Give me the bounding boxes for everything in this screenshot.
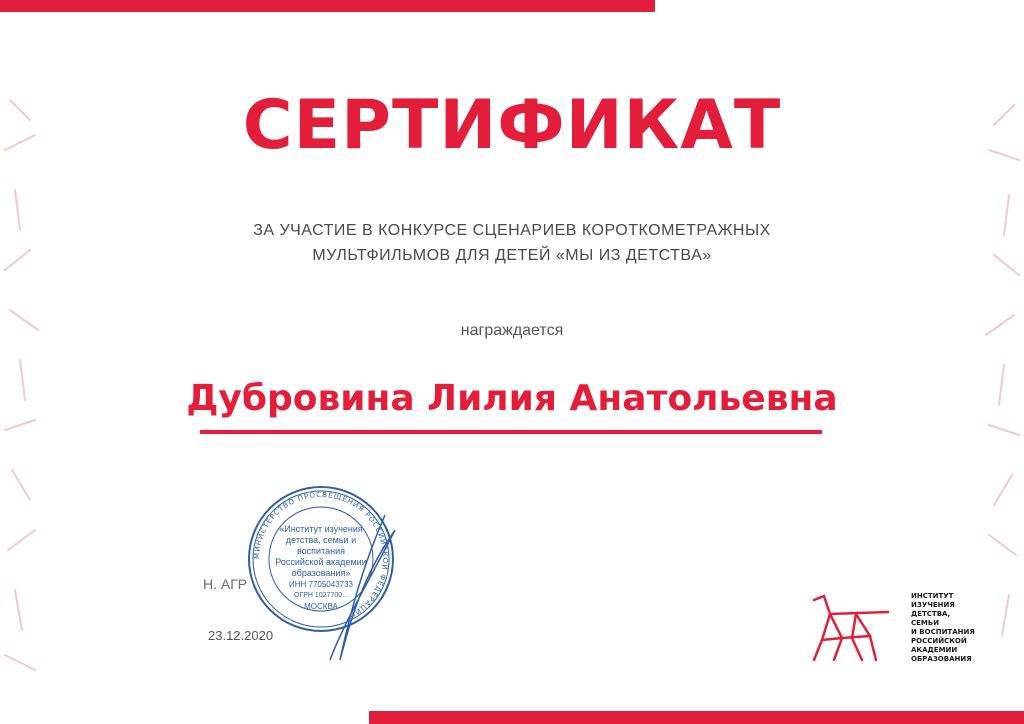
institute-name: ИНСТИТУТ ИЗУЧЕНИЯ ДЕТСТВА, СЕМЬИ И ВОСПИТАНИЯ РОССИЙСКОЙ АКАДЕМИИ ОБРАЗОВАНИЯ	[911, 592, 975, 663]
subtitle-line-1: ЗА УЧАСТИЕ В КОНКУРСЕ СЦЕНАРИЕВ КОРОТКОМЕТРАЖНЫХ	[253, 222, 771, 239]
seal-center-text: «Институт изучения детства, семьи и воспитания Российской академии образования» ИНН 7705043733 ОГРН 1027700... МОСКВА	[275, 524, 367, 611]
institute-logo	[812, 590, 892, 662]
issue-date: 23.12.2020	[208, 628, 274, 643]
recipient-underline	[200, 430, 822, 434]
bottom-accent-bar	[369, 711, 1024, 724]
handwritten-signature	[300, 510, 410, 670]
recipient-name: Дубровина Лилия Анатольевна	[186, 378, 838, 419]
awarded-label: награждается	[460, 322, 564, 339]
signer-name: Н. АГР	[203, 576, 248, 592]
certificate-title: СЕРТИФИКАТ	[242, 86, 782, 165]
subtitle-line-2: МУЛЬТФИЛЬМОВ ДЛЯ ДЕТЕЙ «МЫ ИЗ ДЕТСТВА»	[312, 247, 712, 264]
top-accent-bar	[0, 0, 655, 12]
seal-ring-text: МИНИСТЕРСТВО ПРОСВЕЩЕНИЯ РОССИЙСКОЙ ФЕДЕРАЦИИ	[252, 490, 390, 621]
